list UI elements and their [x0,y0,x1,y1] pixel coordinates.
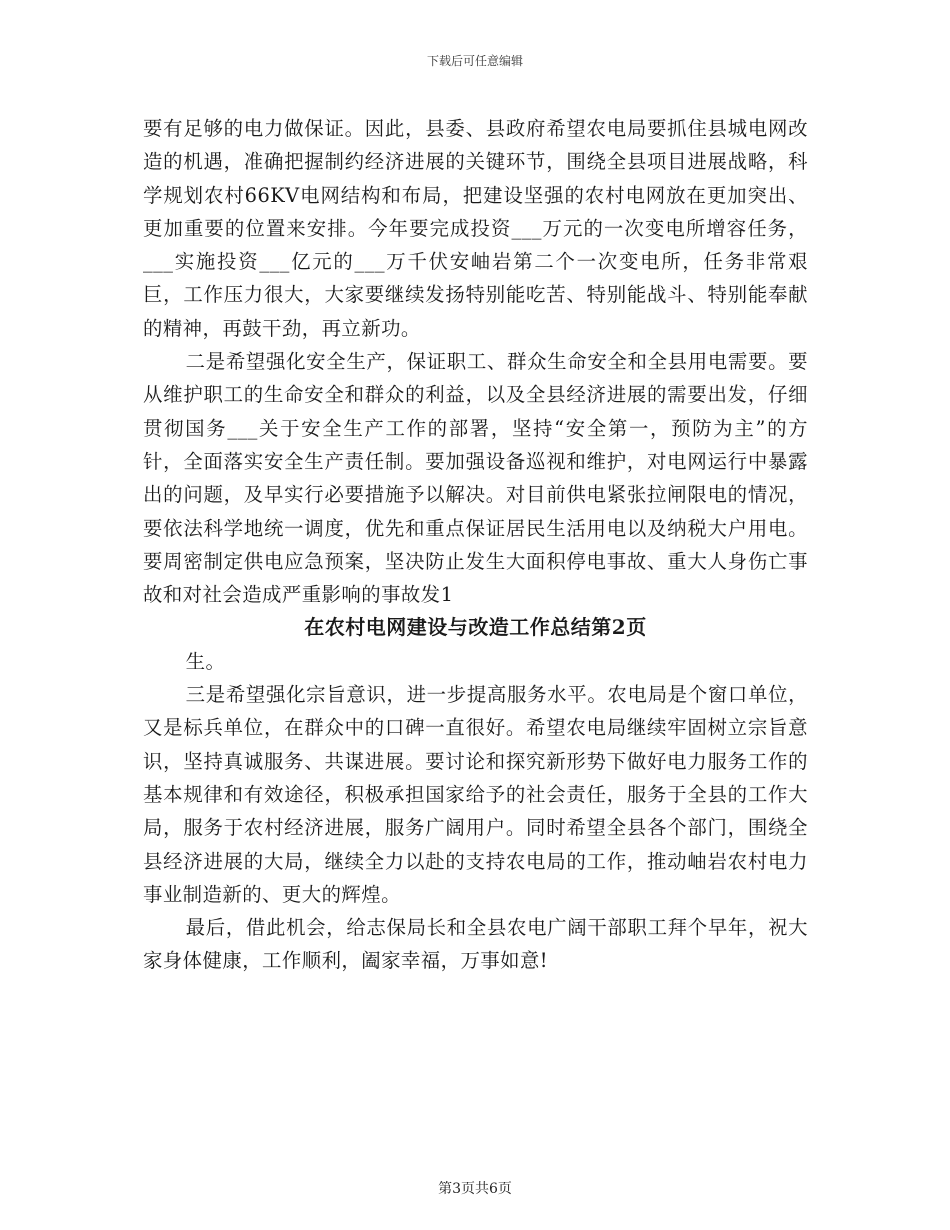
page-header-note: 下载后可任意编辑 [426,54,523,68]
paragraph-service-level: 三是希望强化宗旨意识，进一步提高服务水平。农电局是个窗口单位，又是标兵单位，在群众中的口碑一直很好。希望农电局继续牢固树立宗旨意识，坚持真诚服务、共谋进展。要讨论和探究新形势下做好电力服务工作的基本规律和有效途径，积极承担国家给予的社会责任，服务于全县的工作大局，服务于农村经济进展，服务广阔用户。同时希望全县各个部门，围绕全县经济进展的大局，继续全力以赴的支持农电局的工作，推动岫岩农村电力事业制造新的、更大的辉煌。 [143,683,808,906]
page-number: 第3页共6页 [438,1181,512,1197]
document-body [143,112,808,978]
paragraph-safety-production: 二是希望强化安全生产，保证职工、群众生命安全和全县用电需要。要从维护职工的生命安全和群众的利益，以及全县经济进展的需要出发，仔细贯彻国务___关于安全生产工作的部署，坚持“安全第一，预防为主”的方针，全面落实安全生产责任制。要加强设备巡视和维护，对电网运行中暴露出的问题，及早实行必要措施予以解决。对目前供电紧张拉闸限电的情况，要依法科学地统一调度，优先和重点保证居民生活用电以及纳税大户用电。要周密制定供电应急预案，坚决防止发生大面积停电事故、重大人身伤亡事故和对社会造成严重影响的事故发1 [143,350,808,607]
section-title: 在农村电网建设与改造工作总结第2页 [304,615,647,640]
paragraph-continuation: 生。 [185,649,226,673]
paragraph-power-guarantee: 要有足够的电力做保证。因此，县委、县政府希望农电局要抓住县城电网改造的机遇，准确把握制约经济进展的关键环节，围绕全县项目进展战略，科学规划农村66KV电网结构和布局，把建设坚强的农村电网放在更加突出、更加重要的位置来安排。今年要完成投资___万元的一次变电所增容任务，___实施投资___亿元的___万千伏安岫岩第二个一次变电所，任务非常艰巨，工作压力很大，大家要继续发扬特别能吃苦、特别能战斗、特别能奉献的精神，再鼓干劲，再立新功。 [143,117,808,340]
paragraph-closing-wishes: 最后，借此机会，给志保局长和全县农电广阔干部职工拜个早年，祝大家身体健康，工作顺利，阖家幸福，万事如意! [143,916,808,973]
